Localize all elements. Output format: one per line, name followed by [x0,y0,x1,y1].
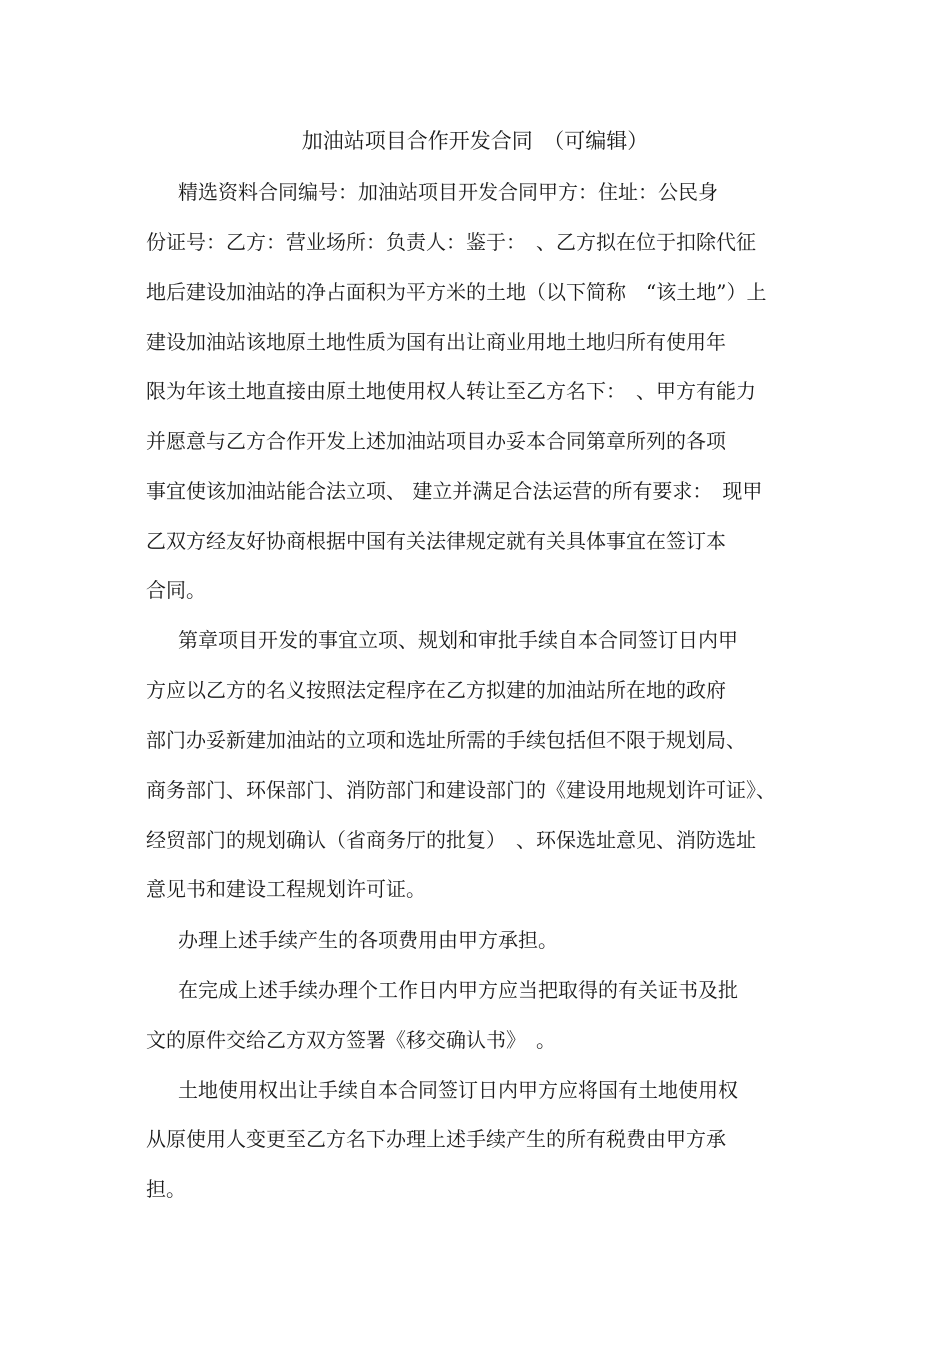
text-line: 第章项目开发的事宜立项、规划和审批手续自本合同签订日内甲 [178,628,738,652]
document-title: 加油站项目合作开发合同 （可编辑） [301,129,649,153]
text-line: 事宜使该加油站能合法立项、 建立并满足合法运营的所有要求： 现甲 [146,479,763,503]
text-line: 文的原件交给乙方双方签署《移交确认书》 。 [146,1028,556,1052]
text-line: 乙双方经友好协商根据中国有关法律规定就有关具体事宜在签订本 [146,529,726,553]
text-line: 意见书和建设工程规划许可证。 [146,877,426,901]
text-line: 份证号：乙方：营业场所：负责人：鉴于： 、乙方拟在位于扣除代征 [146,230,756,254]
text-line: 担。 [146,1177,186,1201]
text-line: 土地使用权出让手续自本合同签订日内甲方应将国有土地使用权 [178,1078,738,1102]
text-line: 限为年该土地直接由原土地使用权人转让至乙方名下： 、甲方有能力 [146,379,756,403]
text-line: 地后建设加油站的净占面积为平方米的土地（以下简称 “该土地”）上 [146,280,767,304]
text-line: 从原使用人变更至乙方名下办理上述手续产生的所有税费由甲方承 [146,1127,726,1151]
text-line: 合同。 [146,578,206,602]
text-line: 在完成上述手续办理个工作日内甲方应当把取得的有关证书及批 [178,978,738,1002]
text-line: 并愿意与乙方合作开发上述加油站项目办妥本合同第章所列的各项 [146,429,726,453]
text-line: 经贸部门的规划确认（省商务厅的批复） 、环保选址意见、消防选址 [146,828,756,852]
text-line: 商务部门、环保部门、消防部门和建设部门的《建设用地规划许可证》、 [146,778,776,802]
text-line: 办理上述手续产生的各项费用由甲方承担。 [178,928,558,952]
text-line: 建设加油站该地原土地性质为国有出让商业用地土地归所有使用年 [146,330,726,354]
text-line: 精选资料合同编号：加油站项目开发合同甲方：住址：公民身 [178,180,718,204]
text-line: 方应以乙方的名义按照法定程序在乙方拟建的加油站所在地的政府 [146,678,726,702]
text-line: 部门办妥新建加油站的立项和选址所需的手续包括但不限于规划局、 [146,728,746,752]
